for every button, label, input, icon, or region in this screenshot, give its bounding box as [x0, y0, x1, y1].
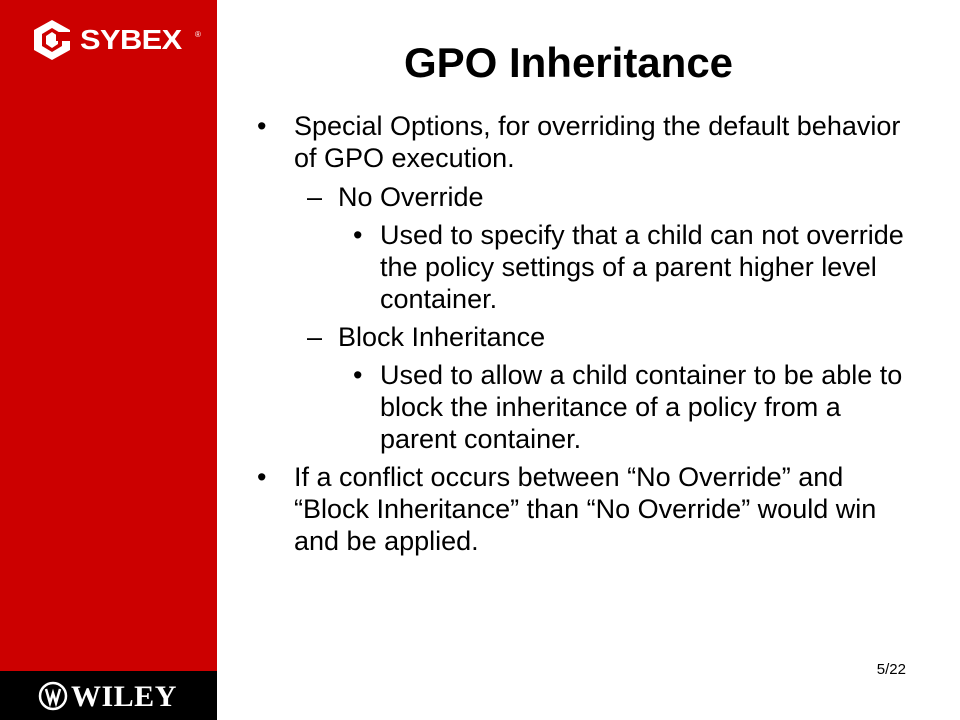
sybex-wordmark: SYBEX [80, 24, 182, 55]
bullet-text: Special Options, for overriding the default behavior of GPO execution. [294, 111, 901, 173]
wiley-logo [38, 679, 188, 713]
bullet-item [255, 110, 915, 174]
bullet-item [255, 461, 915, 557]
slide-title: GPO Inheritance [403, 39, 734, 86]
sub-bullet-item [255, 181, 915, 213]
bullet-marker: • [353, 220, 363, 250]
page-number: 5/22 [876, 661, 906, 678]
sybex-cube-icon [30, 18, 74, 62]
sub-sub-bullet-item [255, 219, 915, 315]
wiley-footer-bar [0, 671, 217, 720]
bullet-marker: • [353, 360, 363, 390]
registered-mark: ® [195, 30, 201, 39]
dash-marker: – [307, 322, 323, 352]
sub-bullet-item [255, 321, 915, 353]
sub-sub-bullet-item [255, 359, 915, 455]
sub-bullet-text: Block Inheritance [338, 322, 546, 352]
sub-sub-bullet-text: Used to allow a child container to be able to block the inheritance of a policy from a parent container. [380, 360, 903, 454]
bullet-marker: • [257, 111, 267, 141]
wiley-emblem-icon [38, 681, 70, 711]
wiley-wordmark: WILEY [71, 680, 177, 713]
sub-sub-bullet-text: Used to specify that a child can not override the policy settings of a parent higher level container. [380, 220, 904, 314]
dash-marker: – [307, 182, 323, 212]
bullet-list [255, 110, 915, 564]
bullet-marker: • [257, 462, 267, 492]
bullet-text: If a conflict occurs between “No Override” and “Block Inheritance” than “No Override” would win and be applied. [294, 462, 877, 556]
brand-sidebar [0, 0, 217, 720]
sybex-logo [30, 18, 200, 64]
sub-bullet-text: No Override [338, 182, 484, 212]
